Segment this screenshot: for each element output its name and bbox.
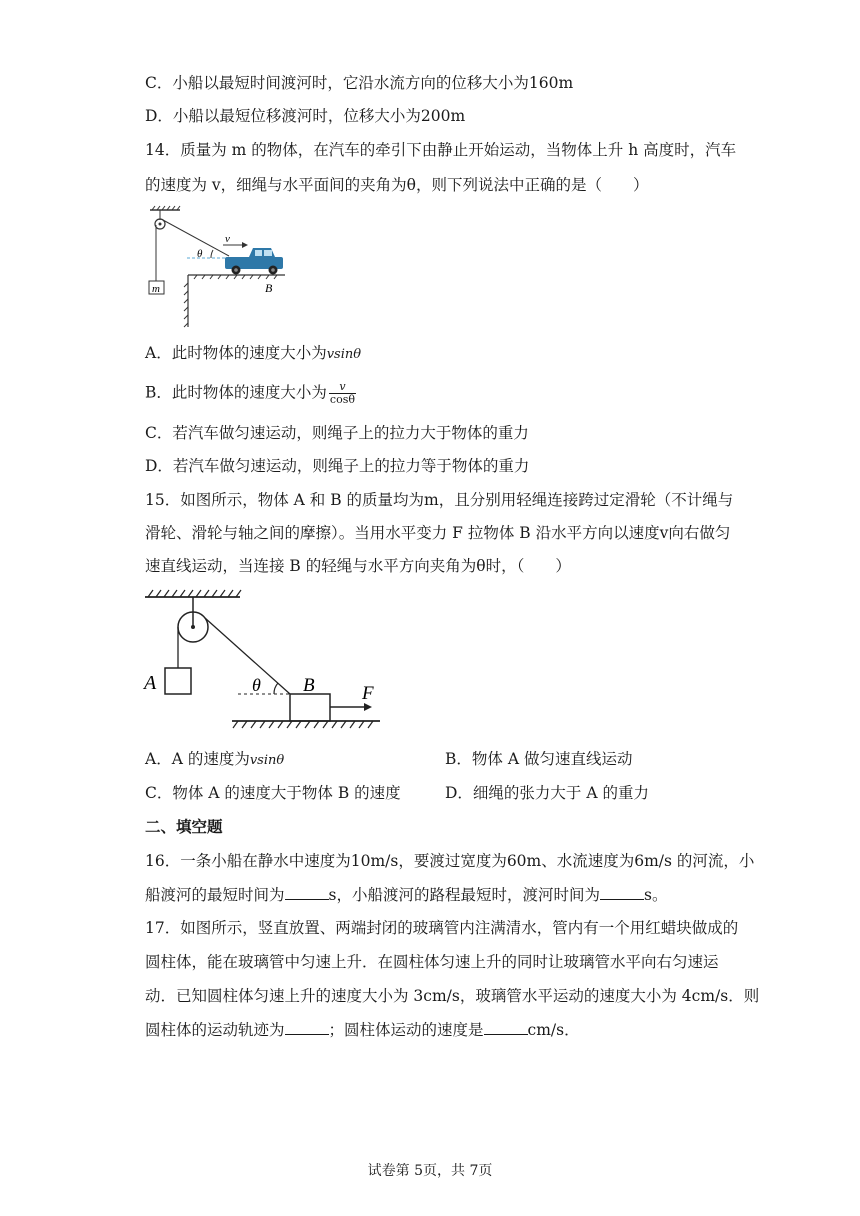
- q17-line3: 动．已知圆柱体匀速上升的速度大小为 3cm/s，玻璃管水平运动的速度大小为 4cm/s．则: [145, 987, 760, 1005]
- q14-option-a: [145, 342, 745, 366]
- q14-stem-line2: 的速度为 v，细绳与水平面间的夹角为θ，则下列说法中正确的是（ ）: [145, 176, 649, 194]
- section-title-fill-in: 二、填空题: [145, 817, 223, 836]
- q16-blank-1[interactable]: [285, 885, 329, 900]
- q15-option-d: D．细绳的张力大于 A 的重力: [445, 784, 649, 802]
- q13-option-d: D．小船以最短位移渡河时，位移大小为200m: [145, 107, 466, 125]
- q15-option-a: A．A 的速度为vsinθ: [145, 750, 285, 768]
- q15-figure: [140, 585, 390, 735]
- q17-line1: 17．如图所示，竖直放置、两端封闭的玻璃管内注满清水，管内有一个用红蜡块做成的: [145, 919, 739, 937]
- q17-blank-1[interactable]: [285, 1020, 329, 1035]
- q14-car: [225, 248, 283, 275]
- q15-label-theta: θ: [252, 675, 261, 695]
- q17-line2: 圆柱体，能在玻璃管中匀速上升．在圆柱体匀速上升的同时让玻璃管水平向右匀速运: [145, 953, 719, 971]
- q14-label-v: v: [225, 233, 230, 245]
- q14-option-b-fraction: $\frac{v}{\cos\theta}$: [329, 380, 355, 406]
- q14-option-a-expr: vsinθ: [326, 347, 362, 362]
- q16-line2: 船渡河的最短时间为 s，小船渡河的路程最短时，渡河时间为 s。: [145, 886, 668, 904]
- q14-label-m: m: [152, 283, 160, 295]
- q15-stem-line3: 速直线运动，当连接 B 的轻绳与水平方向夹角为θ时，（ ）: [145, 557, 571, 575]
- q17-blank-2[interactable]: [484, 1020, 528, 1035]
- q14-label-theta: θ: [197, 248, 203, 260]
- q15-option-b: B．物体 A 做匀速直线运动: [445, 750, 633, 768]
- q15-label-f: F: [362, 683, 374, 704]
- q15-option-c: C．物体 A 的速度大于物体 B 的速度: [145, 784, 401, 802]
- q16-blank-2[interactable]: [600, 885, 644, 900]
- q14-figure: [145, 205, 305, 330]
- q15-label-a: A: [144, 672, 157, 694]
- q17-line4: 圆柱体的运动轨迹为 ；圆柱体运动的速度是 cm/s．: [145, 1021, 580, 1039]
- q15-label-b: B: [303, 675, 315, 696]
- q14-option-a-text: A．此时物体的速度大小为: [145, 344, 327, 362]
- q13-option-c: C．小船以最短时间渡河时，它沿水流方向的位移大小为160m: [145, 74, 574, 92]
- q15-stem-line2: 滑轮、滑轮与轴之间的摩擦）。当用水平变力 F 拉物体 B 沿水平方向以速度v向右做匀: [145, 524, 731, 542]
- q14-label-b: B: [265, 281, 273, 295]
- q14-option-c: C．若汽车做匀速运动，则绳子上的拉力大于物体的重力: [145, 424, 529, 442]
- q14-option-b: [145, 381, 745, 406]
- q14-option-d: D．若汽车做匀速运动，则绳子上的拉力等于物体的重力: [145, 457, 530, 475]
- q16-line1: 16．一条小船在静水中速度为10m/s，要渡过宽度为60m、水流速度为6m/s 的河流，小: [145, 852, 755, 870]
- q14-stem-line1: 14．质量为 m 的物体，在汽车的牵引下由静止开始运动，当物体上升 h 高度时，汽车: [145, 141, 737, 159]
- q14-option-b-text: B．此时物体的速度大小为: [145, 383, 327, 402]
- page-footer: 试卷第 5页，共 7页: [367, 1163, 493, 1179]
- q15-stem-line1: 15．如图所示，物体 A 和 B 的质量均为m，且分别用轻绳连接跨过定滑轮（不计绳与: [145, 491, 734, 509]
